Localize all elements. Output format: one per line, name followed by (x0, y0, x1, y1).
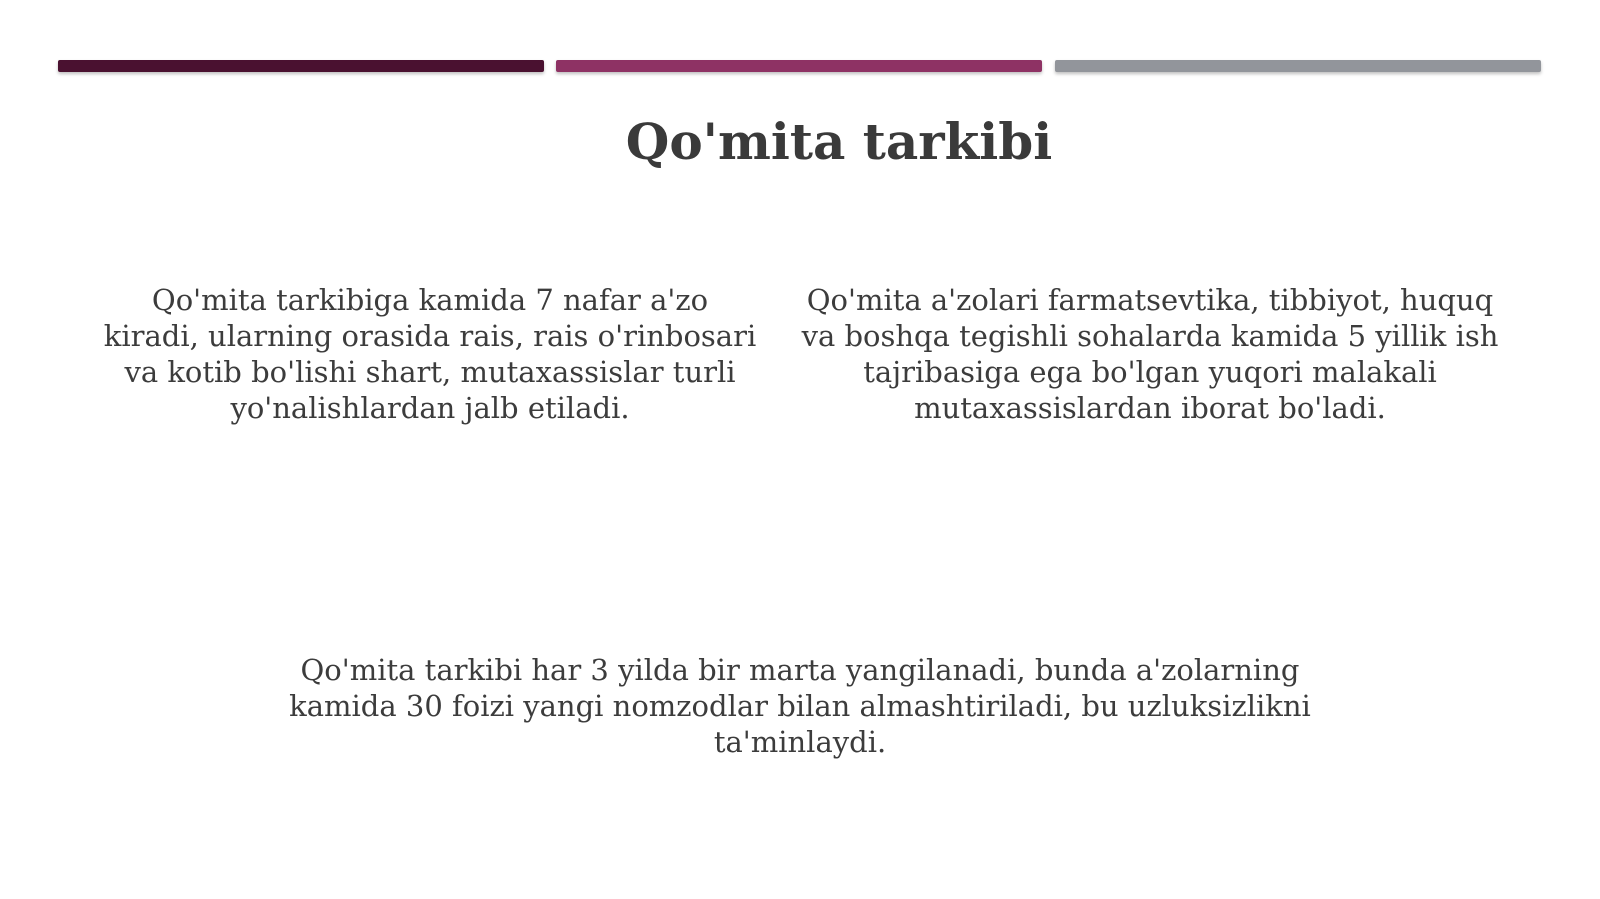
paragraph-left: Qo'mita tarkibiga kamida 7 nafar a'zo kiradi, ularning orasida rais, rais o'rinbosari va kotib bo'lishi shart, mutaxassislar turli yo'nalishlardan jalb etiladi. (103, 283, 757, 425)
paragraph-right: Qo'mita a'zolari farmatsevtika, tibbiyot, huquq va boshqa tegishli sohalarda kamida 5 yillik ish tajribasiga ega bo'lgan yuqori malakali mutaxassislardan iborat bo'ladi. (801, 283, 1499, 425)
accent-bar-dark (58, 60, 544, 72)
paragraph-bottom: Qo'mita tarkibi har 3 yilda bir marta yangilanadi, bunda a'zolarning kamida 30 foizi yangi nomzodlar bilan almashtiriladi, bu uzluksizlikni ta'minlaydi. (289, 653, 1311, 759)
accent-bar-gray (1055, 60, 1541, 72)
accent-bar-magenta (556, 60, 1042, 72)
slide-title: Qo'mita tarkibi (625, 112, 1053, 171)
